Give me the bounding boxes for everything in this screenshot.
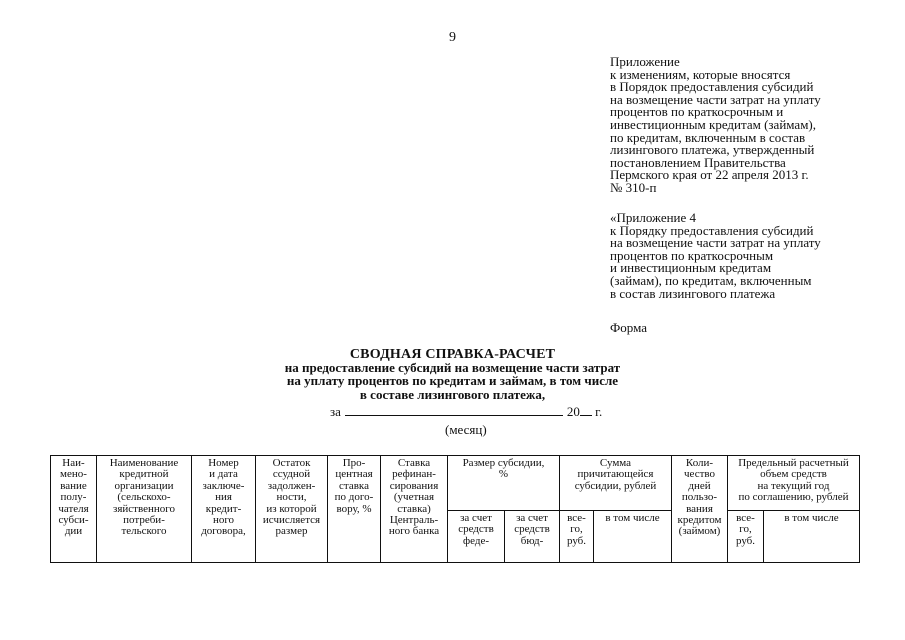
annex-line: № 310-п <box>610 179 657 195</box>
col-subsidy-size <box>448 456 560 511</box>
col-subsidy-federal-line: за счет <box>460 512 492 524</box>
col-debt-balance <box>256 456 328 563</box>
col-contract-line: заключе- <box>202 479 245 492</box>
col-contract <box>192 456 256 563</box>
col-volume-including-line: в том числе <box>784 512 839 524</box>
col-recipient-line: полу- <box>60 491 87 504</box>
annex-line: в Порядок предоставления субсидий <box>610 79 814 95</box>
col-debt-balance-line: из которой <box>266 502 317 515</box>
col-credit-org <box>97 456 192 563</box>
col-contract-line: ного <box>212 514 235 527</box>
col-credit-org-line: тельского <box>121 525 167 538</box>
col-amount-total-line: го, <box>570 523 583 536</box>
annex-line: к изменениям, которые вносятся <box>610 66 791 82</box>
col-debt-balance-line: размер <box>275 525 308 538</box>
annex-line: инвестиционным кредитам (займам), <box>610 116 816 132</box>
col-amount-total-line: руб. <box>566 534 587 547</box>
col-debt-balance-line: ссудной <box>272 468 311 481</box>
col-amount-total-line: все- <box>567 512 586 524</box>
col-subsidy-budget-line: за счет <box>516 512 548 524</box>
col-refinancing-rate-line: ставка) <box>397 502 431 515</box>
col-interest-rate <box>328 456 381 563</box>
col-debt-balance-line: Остаток <box>272 457 311 469</box>
col-refinancing-rate-line: рефинан- <box>392 468 436 481</box>
col-credit-org-line: потреби- <box>123 514 165 527</box>
annex-block <box>610 56 890 195</box>
annex-4-line: «Приложение 4 <box>610 210 697 225</box>
col-subsidy-budget-line: бюд- <box>520 534 544 547</box>
form-label: Форма <box>610 320 647 335</box>
title-main: СВОДНАЯ СПРАВКА-РАСЧЕТ <box>349 347 556 362</box>
col-volume-total <box>728 511 764 563</box>
col-refinancing-rate-line: ного банка <box>388 525 440 538</box>
col-credit-org-line: (сельскохо- <box>117 491 171 504</box>
col-subsidy-size-line: Размер субсидии, <box>462 457 545 469</box>
document-title <box>0 348 905 401</box>
col-subsidy-amount-line: причитающейся <box>577 468 654 481</box>
annex-4-line: на возмещение части затрат на уплату <box>610 235 821 251</box>
col-volume-total-line: все- <box>736 512 755 524</box>
month-caption: (месяц) <box>445 422 487 437</box>
annex-4-block <box>610 212 890 300</box>
col-subsidy-size-line: % <box>498 468 509 481</box>
annex-4-line: к Порядку предоставления субсидий <box>610 222 814 238</box>
annex-line: Пермского края от 22 апреля 2013 г. <box>610 167 809 183</box>
col-credit-org-line: Наименование <box>109 457 179 469</box>
annex-line: по кредитам, включенным в состав <box>610 129 806 145</box>
annex-line: Приложение <box>610 54 680 69</box>
col-interest-rate-line: ставка <box>339 479 369 492</box>
year-suffix: г. <box>595 404 603 419</box>
col-credit-org-line: организации <box>114 479 174 492</box>
year-prefix: 20 <box>566 404 580 419</box>
col-recipient-line: вание <box>60 479 87 492</box>
period-prefix: за <box>330 404 341 419</box>
col-amount-including-line: в том числе <box>605 512 660 524</box>
col-contract-line: Номер <box>208 457 239 469</box>
summary-table <box>50 455 860 563</box>
col-days-count-line: (займом) <box>678 525 721 538</box>
col-recipient-line: чателя <box>58 502 89 515</box>
col-credit-org-line: зяйственного <box>112 502 175 515</box>
annex-line: процентов по краткосрочным и <box>610 104 784 120</box>
col-days-count-line: кредитом <box>677 514 722 527</box>
col-interest-rate-line: вору, % <box>336 502 372 515</box>
col-max-volume-line: на текущий год <box>757 479 830 492</box>
col-contract-line: ния <box>215 491 232 504</box>
col-max-volume-line: по соглашению, рублей <box>738 491 849 504</box>
col-contract-line: кредит- <box>205 502 242 515</box>
col-refinancing-rate-line: Ставка <box>397 457 431 469</box>
title-sub-3: в составе лизингового платежа, <box>359 386 546 402</box>
col-recipient-line: мено- <box>60 468 87 481</box>
col-refinancing-rate-line: Централь- <box>389 514 439 527</box>
col-max-volume-line: Предельный расчетный <box>738 457 849 469</box>
period-line <box>330 404 602 420</box>
title-sub-1: на предоставление субсидий на возмещение части затрат <box>284 360 621 376</box>
annex-line: лизингового платежа, утвержденный <box>610 142 815 158</box>
col-subsidy-amount-line: субсидии, рублей <box>574 479 657 492</box>
col-refinancing-rate-line: (учетная <box>393 491 435 504</box>
col-days-count <box>672 456 728 563</box>
col-debt-balance-line: исчисляется <box>262 514 321 527</box>
col-refinancing-rate-line: сирования <box>389 479 439 492</box>
col-days-count-line: Коли- <box>685 457 714 469</box>
month-blank[interactable] <box>345 405 563 416</box>
col-days-count-line: пользо- <box>681 491 718 504</box>
col-days-count-line: дней <box>688 479 711 492</box>
col-volume-total-line: го, <box>739 523 752 536</box>
col-subsidy-federal <box>448 511 505 563</box>
col-volume-total-line: руб. <box>735 534 756 547</box>
col-contract-line: договора, <box>201 525 246 538</box>
col-subsidy-budget-line: средств <box>514 523 550 536</box>
annex-4-line: процентов по краткосрочным <box>610 247 774 263</box>
col-refinancing-rate <box>381 456 448 563</box>
annex-4-line: и инвестиционным кредитам <box>610 260 772 276</box>
col-subsidy-amount-line: Сумма <box>599 457 632 469</box>
col-recipient <box>51 456 97 563</box>
col-subsidy-federal-line: феде- <box>462 534 489 547</box>
col-amount-total <box>560 511 594 563</box>
col-max-volume <box>728 456 860 511</box>
annex-line: постановлением Правительства <box>610 154 786 170</box>
col-days-count-line: вания <box>686 502 713 515</box>
col-credit-org-line: кредитной <box>119 468 169 481</box>
col-contract-line: и дата <box>209 468 238 481</box>
title-sub-2: на уплату процентов по кредитам и займам, в том числе <box>286 373 619 389</box>
col-subsidy-budget <box>505 511 560 563</box>
col-subsidy-amount <box>560 456 672 511</box>
col-recipient-line: Наи- <box>62 457 85 469</box>
col-interest-rate-line: по дого- <box>334 491 374 504</box>
col-volume-including <box>764 511 860 563</box>
annex-4-line: (займам), по кредитам, включенным <box>610 272 812 288</box>
col-debt-balance-line: задолжен- <box>267 479 316 492</box>
col-subsidy-federal-line: средств <box>458 523 494 536</box>
year-blank[interactable] <box>580 405 592 416</box>
col-max-volume-line: объем средств <box>760 468 827 481</box>
annex-line: на возмещение части затрат на уплату <box>610 91 821 107</box>
col-recipient-line: дии <box>64 525 83 538</box>
col-recipient-line: субси- <box>58 514 89 527</box>
col-interest-rate-line: центная <box>335 468 373 481</box>
page-number: 9 <box>449 30 456 45</box>
col-amount-including <box>594 511 672 563</box>
col-days-count-line: чество <box>684 468 715 481</box>
col-interest-rate-line: Про- <box>342 457 366 469</box>
col-debt-balance-line: ности, <box>276 491 307 504</box>
annex-4-line: в состав лизингового платежа <box>610 285 776 301</box>
